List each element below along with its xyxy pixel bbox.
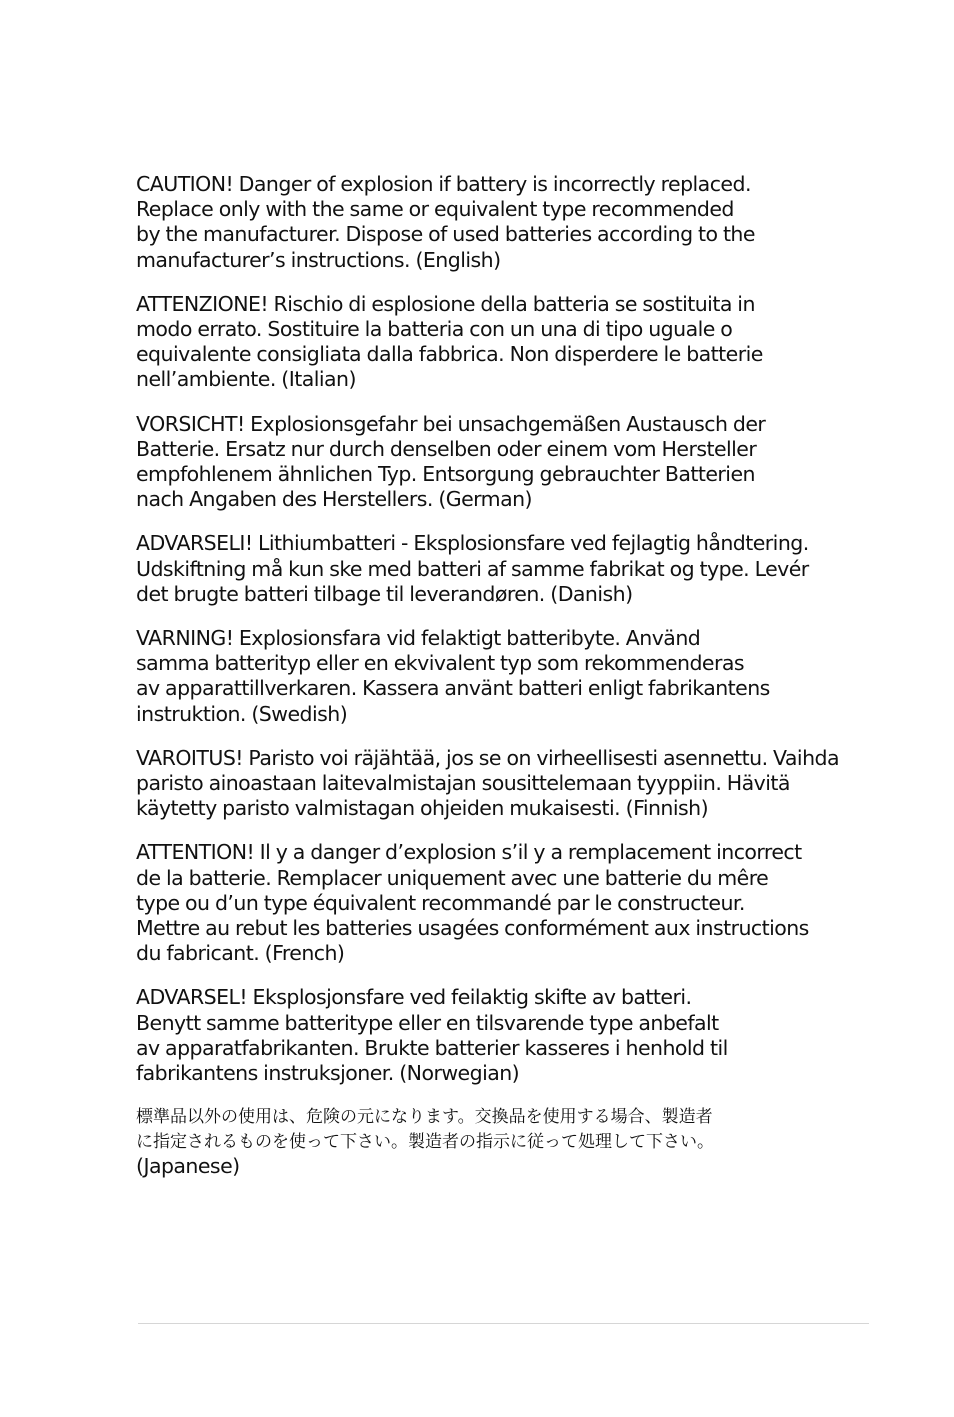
- text-line: det brugte batteri tilbage til leverandøren. (Danish): [136, 581, 633, 606]
- text-line: Udskiftning må kun ske med batteri af samme fabrikat og type. Levér: [136, 556, 809, 581]
- paragraph-gap: [136, 393, 836, 412]
- text-line: VARNING! Explosionsfara vid felaktigt batteribyte. Använd: [136, 626, 701, 651]
- text-line: ADVARSEL! Eksplosjonsfare ved feilaktig skifte av batteri.: [136, 985, 692, 1010]
- paragraph-gap: [136, 821, 836, 840]
- text-line: modo errato. Sostituire la batteria con un una di tipo uguale o: [136, 317, 733, 342]
- text-line: paristo ainoastaan laitevalmistajan sousittelemaan tyyppiin. Hävitä: [136, 771, 790, 796]
- paragraph-finnish: [136, 745, 839, 822]
- text-line: ADVARSELI! Lithiumbatteri - Eksplosionsfare ved fejlagtig håndtering.: [136, 531, 809, 556]
- paragraph-norwegian: [136, 985, 836, 1086]
- text-line: ATTENZIONE! Rischio di esplosione della batteria se sostituita in: [136, 291, 755, 316]
- text-line: VORSICHT! Explosionsgefahr bei unsachgemäßen Austausch der: [136, 411, 766, 436]
- footer-divider: [138, 1323, 869, 1324]
- text-line: du fabricant. (French): [136, 941, 345, 966]
- text-line: fabrikantens instruksjoner. (Norwegian): [136, 1061, 520, 1086]
- text-line: Benytt samme batteritype eller en tilsvarende type anbefalt: [136, 1010, 719, 1035]
- text-line: type ou d’un type équivalent recommandé par le constructeur.: [136, 890, 745, 915]
- paragraph-gap: [136, 512, 836, 531]
- paragraph-japanese: [136, 1105, 836, 1179]
- paragraph-gap: [136, 1086, 836, 1105]
- text-line: に指定されるものを使って下さい。製造者の指示に従って処理して下さい。: [136, 1131, 714, 1152]
- text-line: av apparattillverkaren. Kassera använt batteri enligt fabrikantens: [136, 676, 770, 701]
- text-line: käytetty paristo valmistagan ohjeiden mukaisesti. (Finnish): [136, 796, 709, 821]
- text-line: 標準品以外の使用は、危険の元になります。交換品を使用する場合、製造者: [136, 1107, 713, 1128]
- text-line: av apparatfabrikanten. Brukte batterier kasseres i henhold til: [136, 1035, 728, 1060]
- paragraph-gap: [136, 607, 836, 626]
- text-line: de la batterie. Remplacer uniquement avec une batterie du mêre: [136, 865, 769, 890]
- paragraph-italian: [136, 292, 836, 393]
- text-line: equivalente consigliata dalla fabbrica. Non disperdere le batterie: [136, 342, 763, 367]
- text-line: Mettre au rebut les batteries usagées conformément aux instructions: [136, 916, 809, 941]
- paragraph-gap: [136, 966, 836, 985]
- language-label: (Japanese): [136, 1154, 240, 1179]
- text-line: nell’ambiente. (Italian): [136, 367, 356, 392]
- text-line: empfohlenem ähnlichen Typ. Entsorgung gebrauchter Batterien: [136, 462, 755, 487]
- paragraph-french: [136, 840, 836, 966]
- paragraph-gap: [136, 727, 836, 746]
- text-line: instruktion. (Swedish): [136, 701, 348, 726]
- paragraph-gap: [136, 273, 836, 292]
- paragraph-swedish: [136, 626, 836, 727]
- paragraph-danish: [136, 531, 836, 607]
- paragraph-german: [136, 412, 836, 513]
- paragraph-english: [136, 172, 836, 273]
- text-line: Batterie. Ersatz nur durch denselben oder einem vom Hersteller: [136, 436, 757, 461]
- battery-caution-text: [136, 172, 839, 1180]
- text-line: VAROITUS! Paristo voi räjähtää, jos se on virheellisesti asennettu. Vaihda: [136, 745, 839, 770]
- text-line: by the manufacturer. Dispose of used batteries according to the: [136, 222, 755, 247]
- text-line: nach Angaben des Herstellers. (German): [136, 487, 532, 512]
- text-line: ATTENTION! Il y a danger d’explosion s’il y a remplacement incorrect: [136, 840, 802, 865]
- text-line: Replace only with the same or equivalent type recommended: [136, 197, 734, 222]
- text-line: CAUTION! Danger of explosion if battery is incorrectly replaced.: [136, 172, 751, 196]
- text-line: manufacturer’s instructions. (English): [136, 247, 501, 272]
- text-line: samma batterityp eller en ekvivalent typ som rekommenderas: [136, 651, 745, 676]
